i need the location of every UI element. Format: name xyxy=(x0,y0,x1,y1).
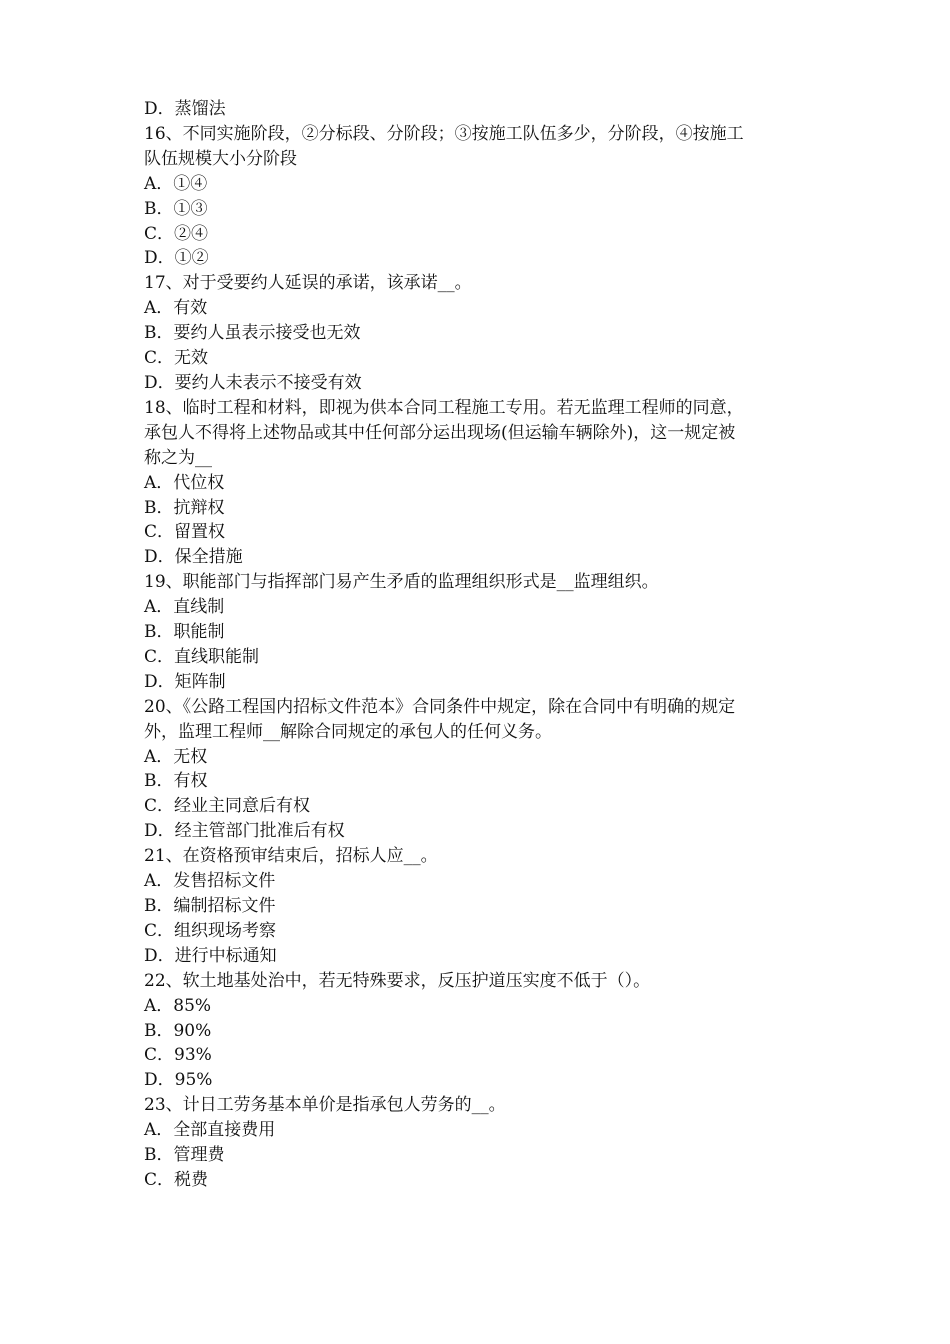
question-line: 称之为__ xyxy=(144,447,212,468)
answer-option: A．发售招标文件 xyxy=(144,871,276,892)
answer-option: D．保全措施 xyxy=(144,547,243,568)
question-line: 21、在资格预审结束后，招标人应__。 xyxy=(144,846,438,867)
answer-option: D．进行中标通知 xyxy=(144,945,277,966)
question-text-block xyxy=(144,97,824,1193)
answer-option: C．经业主同意后有权 xyxy=(144,796,311,817)
answer-option: C．税费 xyxy=(144,1169,209,1190)
answer-option: B．抗辩权 xyxy=(144,497,225,518)
answer-option: C．②④ xyxy=(144,223,209,244)
answer-option: A．①④ xyxy=(144,173,208,194)
answer-option: A．直线制 xyxy=(144,597,225,618)
question-line: 18、临时工程和材料，即视为供本合同工程施工专用。若无监理工程师的同意， xyxy=(144,397,744,418)
question-line: 外，监理工程师__解除合同规定的承包人的任何义务。 xyxy=(144,721,552,742)
answer-option: B．管理费 xyxy=(144,1145,225,1166)
answer-option: B．有权 xyxy=(144,771,208,792)
answer-option: C．直线职能制 xyxy=(144,646,260,667)
answer-option: B．①③ xyxy=(144,198,208,219)
question-line: 22、软土地基处治中，若无特殊要求，反压护道压实度不低于（）。 xyxy=(144,970,651,991)
answer-option: C．无效 xyxy=(144,348,209,369)
question-line: 承包人不得将上述物品或其中任何部分运出现场(但运输车辆除外)，这一规定被 xyxy=(144,422,736,443)
answer-option: D．蒸馏法 xyxy=(144,99,226,119)
answer-option: C．93% xyxy=(144,1045,212,1066)
question-line: 16、不同实施阶段，②分标段、分阶段；③按施工队伍多少，分阶段，④按施工 xyxy=(144,123,744,144)
answer-option: A．代位权 xyxy=(144,472,225,493)
answer-option: A．85% xyxy=(144,995,212,1016)
answer-option: C．组织现场考察 xyxy=(144,920,277,941)
answer-option: D．要约人未表示不接受有效 xyxy=(144,372,362,393)
answer-option: A．全部直接费用 xyxy=(144,1120,276,1141)
answer-option: B．编制招标文件 xyxy=(144,896,276,916)
question-line: 20、《公路工程国内招标文件范本》合同条件中规定，除在合同中有明确的规定 xyxy=(144,696,736,717)
answer-option: D．①② xyxy=(144,248,209,269)
answer-option: A．无权 xyxy=(144,746,208,767)
answer-option: D．经主管部门批准后有权 xyxy=(144,821,345,842)
answer-option: C．留置权 xyxy=(144,522,226,543)
answer-option: B．职能制 xyxy=(144,622,225,643)
answer-option: A．有效 xyxy=(144,298,208,319)
question-line: 19、职能部门与指挥部门易产生矛盾的监理组织形式是__监理组织。 xyxy=(144,572,659,593)
answer-option: D．矩阵制 xyxy=(144,671,226,692)
answer-option: B．90% xyxy=(144,1020,212,1041)
answer-option: B．要约人虽表示接受也无效 xyxy=(144,323,361,344)
answer-option: D．95% xyxy=(144,1070,213,1091)
question-line: 17、对于受要约人延误的承诺，该承诺__。 xyxy=(144,273,472,294)
question-line: 23、计日工劳务基本单价是指承包人劳务的__。 xyxy=(144,1095,506,1116)
question-line: 队伍规模大小分阶段 xyxy=(144,148,297,169)
